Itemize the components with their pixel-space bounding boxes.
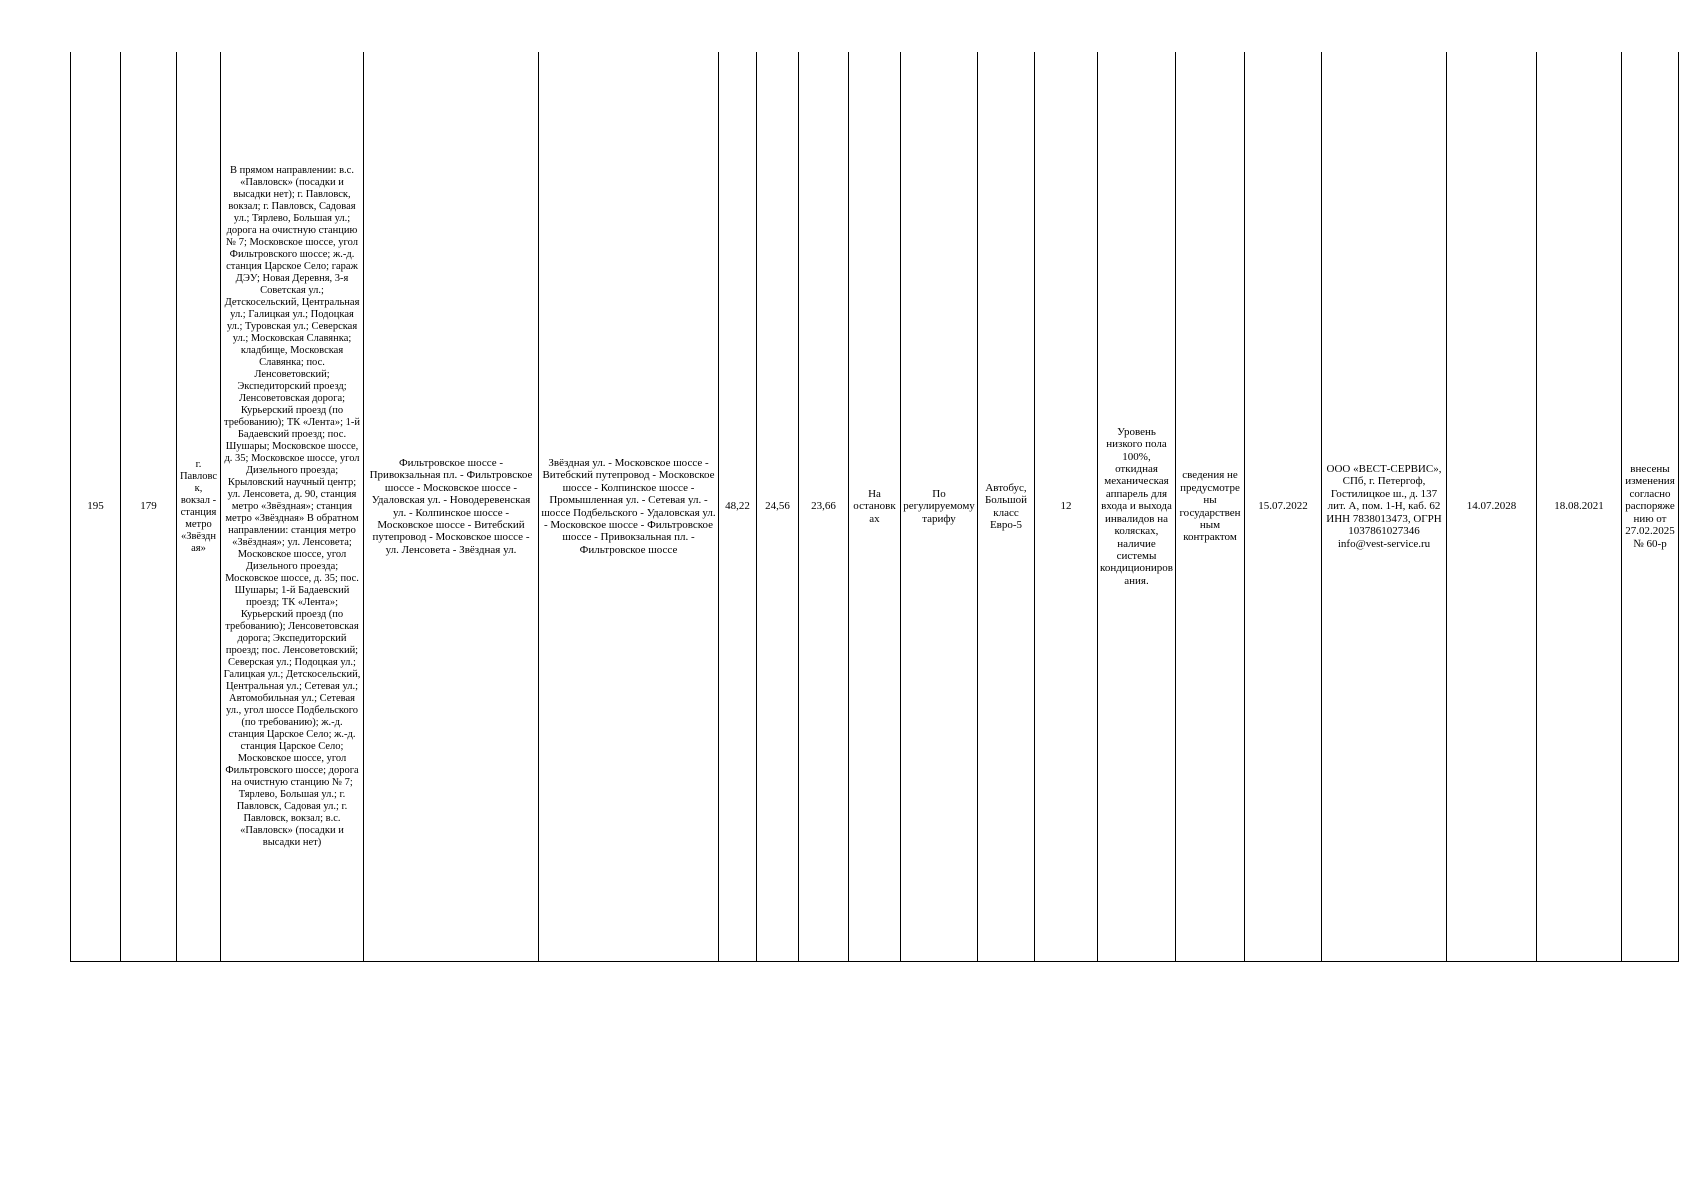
- table-row: [71, 52, 1679, 962]
- length-backward: 24,56: [757, 52, 799, 962]
- carrier-info: ООО «ВЕСТ-СЕРВИС», СПб, г. Петергоф, Гостилицкое ш., д. 137 лит. А, пом. 1-Н, каб. 62 ИНН 7838013473, ОГРН 1037861027346 info@vest-service.ru: [1322, 52, 1447, 962]
- registration-number: 179: [121, 52, 177, 962]
- streets-backward: Звёздная ул. - Московское шоссе - Витебский путепровод - Московское шоссе - Колпинское шоссе - Промышленная ул. - Сетевая ул. - шоссе Подбельского - Удаловская ул. - Московское шоссе - Фильтровское шоссе - Привокзальная пл. - Фильтровское шоссе: [539, 52, 719, 962]
- end-date: 14.07.2028: [1447, 52, 1537, 962]
- boarding-order: На остановках: [849, 52, 901, 962]
- row-number: 195: [71, 52, 121, 962]
- vehicle-characteristics: Уровень низкого пола 100%, откидная механическая аппарель для входа и выхода инвалидов на колясках, наличие системы кондиционирования.: [1098, 52, 1176, 962]
- route-name: г. Павловск, вокзал - станция метро «Звёздная»: [177, 52, 221, 962]
- vehicle-type: Автобус, Большой класс Евро-5: [978, 52, 1035, 962]
- contract-info: сведения не предусмотрены государственным контрактом: [1176, 52, 1245, 962]
- streets-forward: Фильтровское шоссе - Привокзальная пл. - Фильтровское шоссе - Московское шоссе - Удаловская ул. - Новодеревенская ул. - Колпинское шоссе - Московское шоссе - Витебский путепровод - Московское шоссе - ул. Ленсовета - Звёздная ул.: [364, 52, 539, 962]
- length-forward: 48,22: [719, 52, 757, 962]
- notes: внесены изменения согласно распоряжению от 27.02.2025 № 60-р: [1622, 52, 1679, 962]
- change-date: 18.08.2021: [1537, 52, 1622, 962]
- stops-list: В прямом направлении: в.с. «Павловск» (посадки и высадки нет); г. Павловск, вокзал; г. Павловск, Садовая ул.; Тярлево, Большая ул.; дорога на очистную станцию № 7; Московское шоссе, угол Фильтровского шоссе; ж.-д. станция Царское Село; гараж ДЭУ; Новая Деревня, 3-я Советская ул.; Детскосельский, Центральная ул.; Галицкая ул.; Подоцкая ул.; Туровская ул.; Северская ул.; Московская Славянка; кладбище, Московская Славянка; пос. Ленсоветовский; Экспедиторский проезд; Ленсоветовская дорога; Курьерский проезд (по требованию); ТК «Лента»; 1-й Бадаевский проезд; пос. Шушары; Московское шоссе, д. 35; Московское шоссе, угол Дизельного проезда; Крыловский научный центр; ул. Ленсовета, д. 90, станция метро «Звёздная»; станция метро «Звёздная» В обратном направлении: станция метро «Звёздная»; ул. Ленсовета; Московское шоссе, угол Дизельного проезда; Московское шоссе, д. 35; пос. Шушары; 1-й Бадаевский проезд; ТК «Лента»; Курьерский проезд (по требованию); Ленсоветовская дорога; Экспедиторский проезд; пос. Ленсоветовский; Северская ул.; Подоцкая ул.; Галицкая ул.; Детскосельский, Центральная ул.; Сетевая ул.; Автомобильная ул.; Сетевая ул., угол шоссе Подбельского (по требованию); ж.-д. станция Царское Село; ж.-д. станция Царское Село; Московское шоссе, угол Фильтровского шоссе; дорога на очистную станцию № 7; Тярлево, Большая ул.; г. Павловск, Садовая ул.; г. Павловск, вокзал; в.с. «Павловск» (посадки и высадки нет): [221, 52, 364, 962]
- start-date: 15.07.2022: [1245, 52, 1322, 962]
- vehicle-count: 12: [1035, 52, 1098, 962]
- tariff-type: По регулируемому тарифу: [901, 52, 978, 962]
- length-total: 23,66: [799, 52, 849, 962]
- route-registry-table: [70, 52, 1679, 962]
